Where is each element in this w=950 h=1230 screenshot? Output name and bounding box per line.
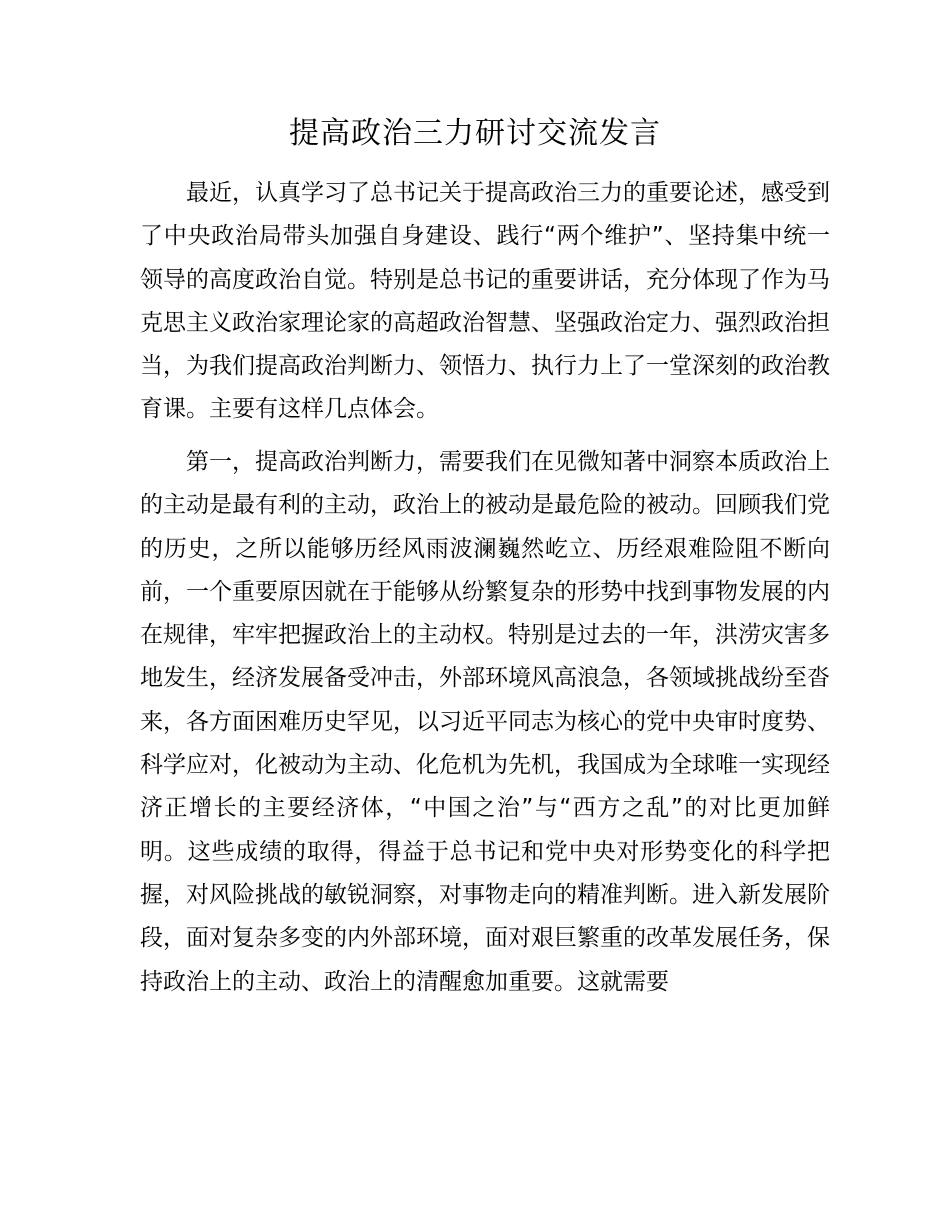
document-title: 提高政治三力研讨交流发言 [289,116,661,151]
paragraph-intro: 最近，认真学习了总书记关于提高政治三力的重要论述，感受到了中央政治局带头加强自身建设、践行“两个维护”、坚持集中统一领导的高度政治自觉。特别是总书记的重要讲话，充分体现了作为马克思主义政治家理论家的高超政治智慧、坚强政治定力、强烈政治担当，为我们提高政治判断力、领悟力、执行力上了一堂深刻的政治教育课。主要有这样几点体会。 [140,180,830,423]
paragraph-first-point: 第一，提高政治判断力，需要我们在见微知著中洞察本质政治上的主动是最有利的主动，政治上的被动是最危险的被动。回顾我们党的历史，之所以能够历经风雨波澜巍然屹立、历经艰难险阻不断向前，一个重要原因就在于能够从纷繁复杂的形势中找到事物发展的内在规律，牢牢把握政治上的主动权。特别是过去的一年，洪涝灾害多地发生，经济发展备受冲击，外部环境风高浪急，各领域挑战纷至沓来，各方面困难历史罕见，以习近平同志为核心的党中央审时度势、科学应对，化被动为主动、化危机为先机，我国成为全球唯一实现经济正增长的主要经济体，“中国之治”与“西方之乱”的对比更加鲜明。这些成绩的取得，得益于总书记和党中央对形势变化的科学把握，对风险挑战的敏锐洞察，对事物走向的精准判断。进入新发展阶段，面对复杂多变的内外部环境，面对艰巨繁重的改革发展任务，保持政治上的主动、政治上的清醒愈加重要。这就需要 [140,449,830,995]
